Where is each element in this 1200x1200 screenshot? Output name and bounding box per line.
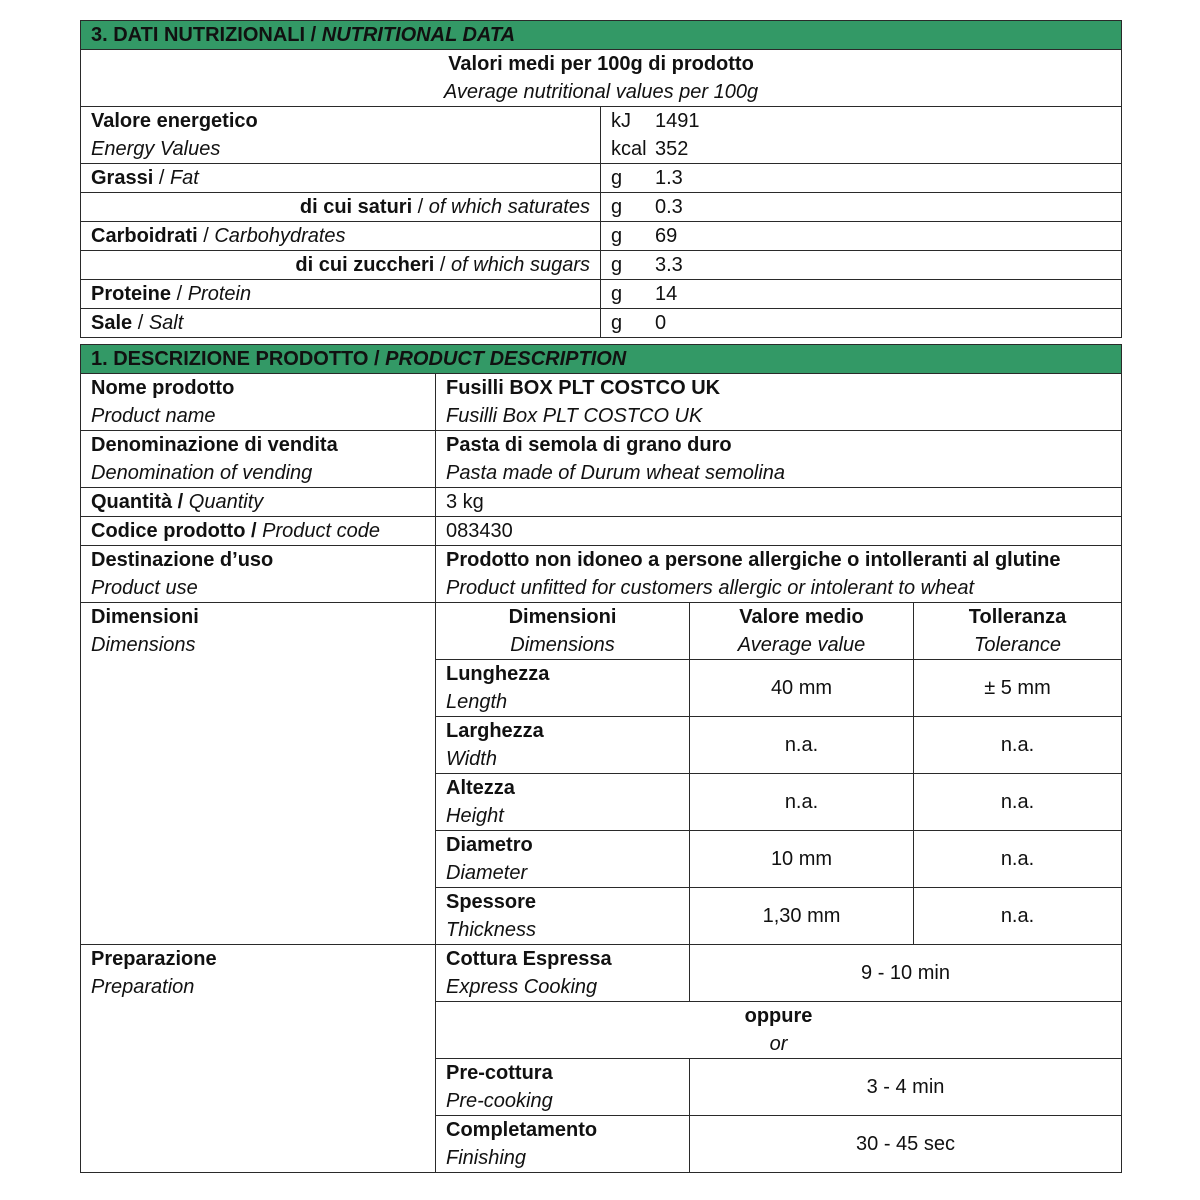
quantity-value: 3 kg [436, 488, 1122, 517]
dimension-row: Lunghezza Length 40 mm ± 5 mm [81, 660, 1122, 717]
quantity-row: Quantità / Quantity 3 kg [81, 488, 1122, 517]
nutrition-row: Sale / Salt g 0 [81, 309, 1122, 338]
product-name-value: Fusilli BOX PLT COSTCO UK [446, 377, 721, 399]
product-header-en: PRODUCT DESCRIPTION [385, 348, 627, 370]
nutrition-row: Proteine / Protein g 14 [81, 280, 1122, 309]
product-table [80, 344, 1122, 1173]
dimensions-header-row: Dimensioni Dimensions Dimensioni Dimensions Valore medio Average value Tolleranza Tolerance [81, 603, 1122, 660]
pre-cooking-value: 3 - 4 min [690, 1059, 1122, 1116]
dimension-row: Diametro Diameter 10 mm n.a. [81, 831, 1122, 888]
product-header [81, 345, 1122, 374]
nutrition-row: Grassi / Fat g 1.3 [81, 164, 1122, 193]
code-row: Codice prodotto / Product code 083430 [81, 517, 1122, 546]
nutrition-header [81, 21, 1122, 50]
express-cooking-value: 9 - 10 min [690, 945, 1122, 1002]
use-row: Destinazione d’uso Product use Prodotto non idoneo a persone allergiche o intolleranti al glutine Product unfitted for customers allergic or intolerant to wheat [81, 546, 1122, 603]
dimension-row: Spessore Thickness 1,30 mm n.a. [81, 888, 1122, 945]
nutrition-row: Carboidrati / Carbohydrates g 69 [81, 222, 1122, 251]
nutrition-row: di cui zuccheri / of which sugars g 3.3 [81, 251, 1122, 280]
nutrition-header-en: NUTRITIONAL DATA [321, 24, 516, 46]
subtitle-it: Valori medi per 100g di prodotto [448, 53, 754, 75]
finishing-value: 30 - 45 sec [690, 1116, 1122, 1173]
product-header-it: 1. DESCRIZIONE PRODOTTO / [91, 348, 380, 370]
finishing-row: Completamento Finishing 30 - 45 sec [81, 1116, 1122, 1173]
dimension-row: Larghezza Width n.a. n.a. [81, 717, 1122, 774]
nutrition-row: di cui saturi / of which saturates g 0.3 [81, 193, 1122, 222]
energy-unit-kj: kJ [611, 110, 631, 132]
code-value: 083430 [436, 517, 1122, 546]
nutrition-table [80, 20, 1122, 338]
preparation-label: Preparazione Preparation [81, 945, 436, 1173]
energy-value-kj: 1491 [655, 110, 700, 132]
energy-label: Valore energetico Energy Values [81, 107, 601, 164]
energy-unit-kcal: kcal [611, 138, 647, 160]
dimension-row: Altezza Height n.a. n.a. [81, 774, 1122, 831]
pre-cooking-row: Pre-cottura Pre-cooking 3 - 4 min [81, 1059, 1122, 1116]
energy-row [81, 107, 1122, 164]
denomination-row: Denominazione di vendita Denomination of vending Pasta di semola di grano duro Pasta made of Durum wheat semolina [81, 431, 1122, 488]
or-row: oppure or [81, 1002, 1122, 1059]
energy-values [601, 107, 1122, 164]
express-cooking-row: Preparazione Preparation Cottura Espressa Express Cooking 9 - 10 min [81, 945, 1122, 1002]
nutrition-subtitle [81, 50, 1122, 107]
energy-value-kcal: 352 [655, 138, 689, 160]
product-name-row: Nome prodotto Product name Fusilli BOX PLT COSTCO UK Fusilli Box PLT COSTCO UK [81, 374, 1122, 431]
subtitle-en: Average nutritional values per 100g [443, 81, 759, 103]
nutrition-header-it: 3. DATI NUTRIZIONALI / [91, 24, 317, 46]
dimensions-label: Dimensioni Dimensions [81, 603, 436, 945]
